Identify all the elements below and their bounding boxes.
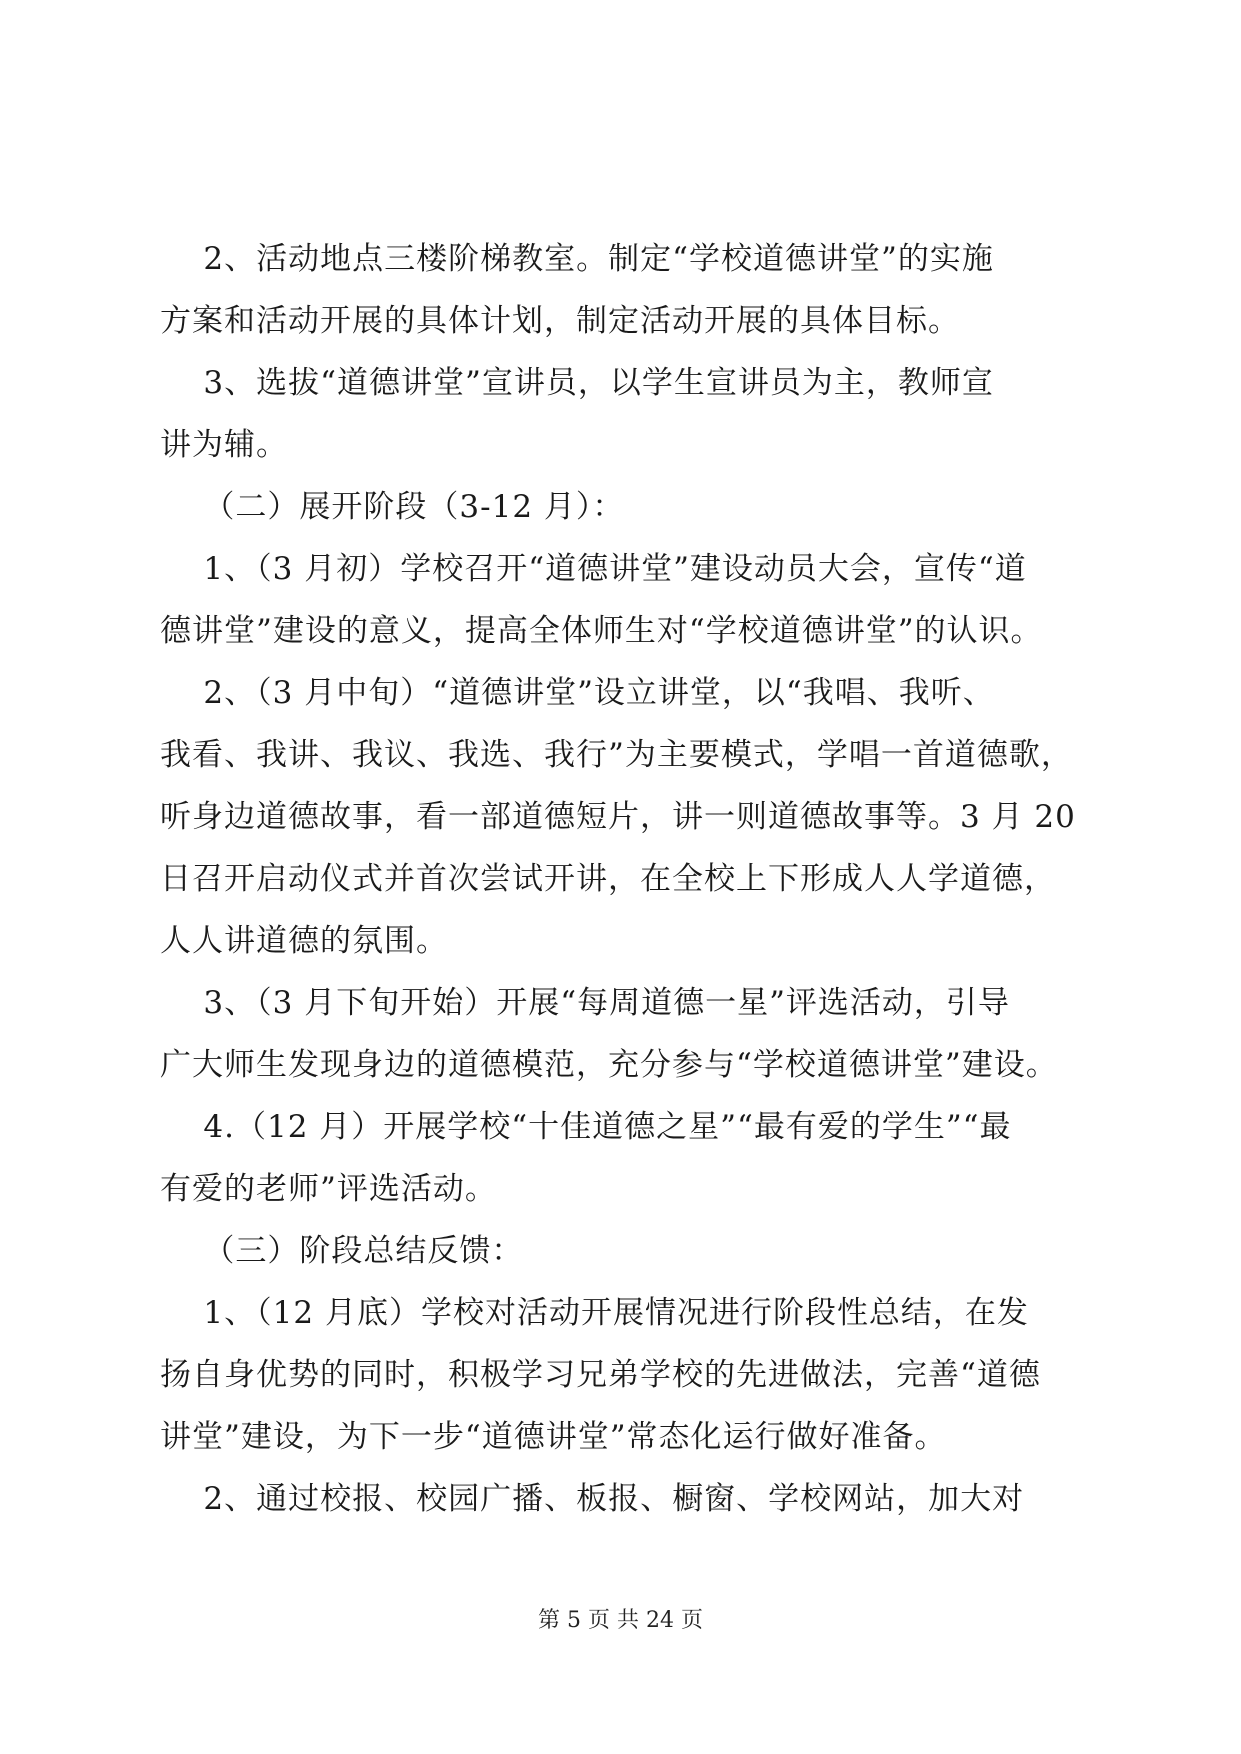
text-line: 2、通过校报、校园广播、板报、橱窗、学校网站，加大对: [160, 1481, 1025, 1517]
text-line: 2、活动地点三楼阶梯教室。制定“学校道德讲堂”的实施: [160, 241, 994, 277]
text-line: 扬自身优势的同时，积极学习兄弟学校的先进做法，完善“道德: [160, 1357, 1041, 1393]
text-line: 1、（3 月初）学校召开“道德讲堂”建设动员大会，宣传“道: [160, 551, 1027, 587]
section-heading: （三）阶段总结反馈：: [160, 1233, 524, 1269]
text-line: 3、选拔“道德讲堂”宣讲员，以学生宣讲员为主，教师宣: [160, 365, 994, 401]
text-line: 德讲堂”建设的意义，提高全体师生对“学校道德讲堂”的认识。: [160, 613, 1043, 649]
text-line: 1、（12 月底）学校对活动开展情况进行阶段性总结，在发: [160, 1295, 1029, 1331]
text-line: 3、（3 月下旬开始）开展“每周道德一星”评选活动，引导: [160, 985, 1010, 1021]
text-line: 我看、我讲、我议、我选、我行”为主要模式，学唱一首道德歌，: [160, 737, 1073, 773]
text-line: 4.（12 月）开展学校“十佳道德之星”“最有爱的学生”“最: [160, 1109, 1012, 1145]
section-heading: （二）展开阶段（3-12 月）：: [160, 489, 625, 525]
text-line: 听身边道德故事，看一部道德短片，讲一则道德故事等。3 月 20: [160, 799, 1076, 835]
text-line: 人人讲道德的氛围。: [160, 923, 448, 959]
text-line: 有爱的老师”评选活动。: [160, 1171, 497, 1207]
text-line: 广大师生发现身边的道德模范，充分参与“学校道德讲堂”建设。: [160, 1047, 1058, 1083]
text-line: 2、（3 月中旬）“道德讲堂”设立讲堂，以“我唱、我听、: [160, 675, 995, 711]
text-line: 方案和活动开展的具体计划，制定活动开展的具体目标。: [160, 303, 960, 339]
text-line: 讲堂”建设，为下一步“道德讲堂”常态化运行做好准备。: [160, 1419, 947, 1455]
body-text: [160, 228, 1080, 1530]
text-line: 讲为辅。: [160, 427, 288, 463]
page-footer: 第 5 页 共 24 页: [538, 1608, 703, 1633]
text-line: 日召开启动仪式并首次尝试开讲，在全校上下形成人人学道德，: [160, 861, 1056, 897]
